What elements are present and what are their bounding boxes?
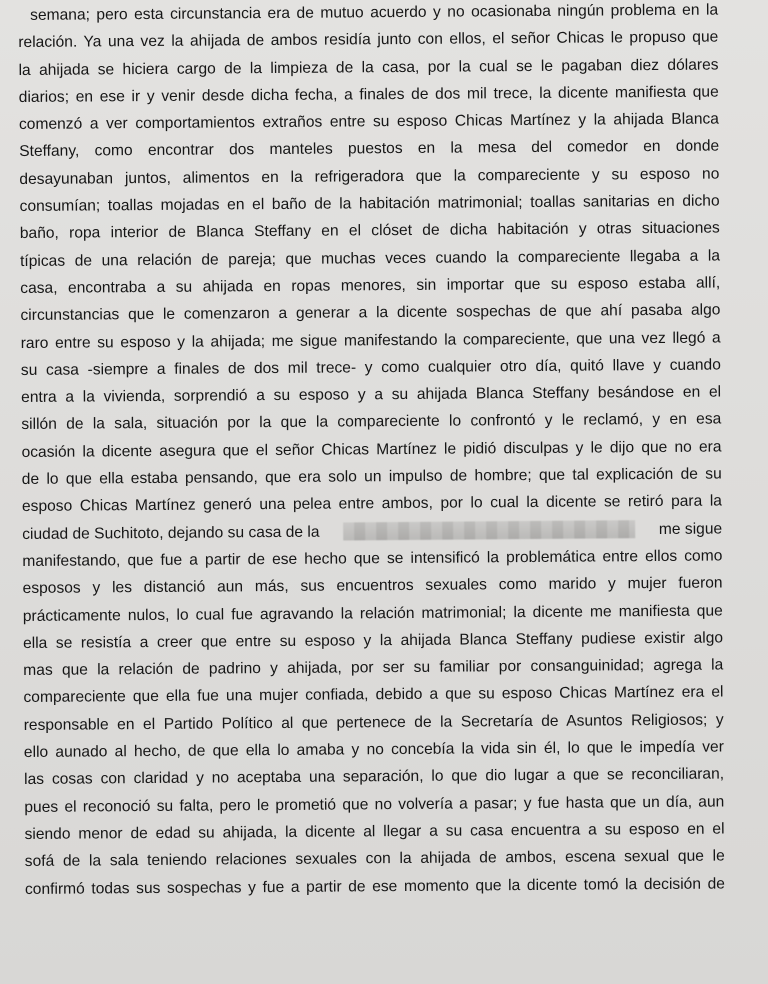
text-line: responsable en el Partido Político al que pertenece de la Secretaría de Asuntos Religiosos; y — [23, 711, 724, 734]
redacted-line-end: me sigue — [658, 520, 723, 538]
text-line: mas que la relación de padrino y ahijada, por ser su familiar por consanguinidad; agrega la — [23, 656, 724, 680]
text-line: comenzó a ver comportamientos extraños entre su esposo Chicas Martínez y la ahijada Blanca — [18, 110, 720, 134]
text-line: la ahijada se hiciera cargo de la limpieza de la casa, por la cual se le pagaban diez dólares — [18, 56, 719, 79]
text-line: típicas de una relación de pareja; que muchas veces cuando la compareciente llegaba a la — [19, 247, 721, 270]
text-line: relación. Ya una vez la ahijada de ambos residía junto con ellos, el señor Chicas le propuso que — [18, 28, 719, 52]
text-line: sofá de la sala teniendo relaciones sexuales con la ahijada de ambos, escena sexual que le — [24, 847, 725, 871]
text-line: prácticamente nulos, lo cual fue agravando la relación matrimonial; la dicente me manifiesta que — [22, 602, 723, 625]
text-line: circunstancias que le comenzaron a generar a la dicente sospechas de que ahí pasaba algo — [20, 301, 721, 325]
text-line: pues el reconoció su falta, pero le prometió que no volvería a pasar; y fue hasta que un día, aun — [24, 793, 725, 816]
text-line: consumían; toallas mojadas en el baño de la habitación matrimonial; toallas sanitarias en dicho — [19, 192, 720, 216]
text-line: entra a la vivienda, sorprendió a su esposo y a su ahijada Blanca Steffany besándose en el — [21, 383, 722, 407]
document-body — [18, 0, 725, 903]
text-line: esposo Chicas Martínez generó una pelea entre ambos, por lo cual la dicente se retiró para la — [21, 492, 723, 516]
text-line: casa, encontraba a su ahijada en ropas menores, sin importar que su esposo estaba allí, — [20, 274, 721, 297]
text-line: su casa -siempre a finales de dos mil trece- y como cualquier otro día, quitó llave y cuando — [20, 356, 721, 379]
text-line: raro entre su esposo y la ahijada; me sigue manifestando la compareciente, que una vez llegó a — [20, 329, 721, 352]
redaction-block — [343, 520, 635, 540]
text-line: manifestando, que fue a partir de ese hecho que se intensificó la problemática entre ellos como — [22, 547, 723, 570]
text-line: diarios; en ese ir y venir desde dicha fecha, a finales de dos mil trece, la dicente manifiesta que — [18, 83, 719, 106]
redacted-line-start: ciudad de Suchitoto, dejando su casa de la — [22, 523, 320, 543]
text-line: desayunaban juntos, alimentos en la refrigeradora que la compareciente y su esposo no — [19, 165, 720, 188]
text-line: ocasión la dicente asegura que el señor Chicas Martínez le pidió disculpas y le dijo que no era — [21, 438, 722, 461]
text-line: semana; pero esta circunstancia era de mutuo acuerdo y no ocasionaba ningún problema en la — [30, 1, 719, 24]
text-line: Steffany, como encontrar dos manteles puestos en la mesa del comedor en donde — [19, 137, 720, 161]
text-line: confirmó todas sus sospechas y fue a partir de ese momento que la dicente tomó la decisión de — [24, 874, 726, 898]
text-line: compareciente que ella fue una mujer confiada, debido a que su esposo Chicas Martínez era el — [23, 683, 724, 707]
text-line: las cosas con claridad y no aceptaba una separación, lo que dio lugar a que se reconciliaran, — [24, 765, 725, 789]
text-line: de lo que ella estaba pensando, que era solo un impulso de hombre; que tal explicación de su — [21, 465, 722, 489]
text-line: sillón de la sala, situación por la que la compareciente lo confrontó y le reclamó, y en esa — [21, 410, 722, 434]
text-line: esposos y les distanció aun más, sus encuentros sexuales como marido y mujer fueron — [22, 574, 723, 598]
text-line: siendo menor de edad su ahijada, la dicente al llegar a su casa encuentra a su esposo en el — [24, 820, 725, 843]
text-line: ella se resistía a creer que entre su esposo y la ahijada Blanca Steffany pudiese existir algo — [22, 629, 724, 652]
text-line: baño, ropa interior de Blanca Steffany en el clóset de dicha habitación y otras situaciones — [19, 219, 720, 243]
text-line: ello aunado al hecho, de que ella lo amaba y no concebía la vida sin él, lo que le impedía ver — [23, 738, 724, 761]
